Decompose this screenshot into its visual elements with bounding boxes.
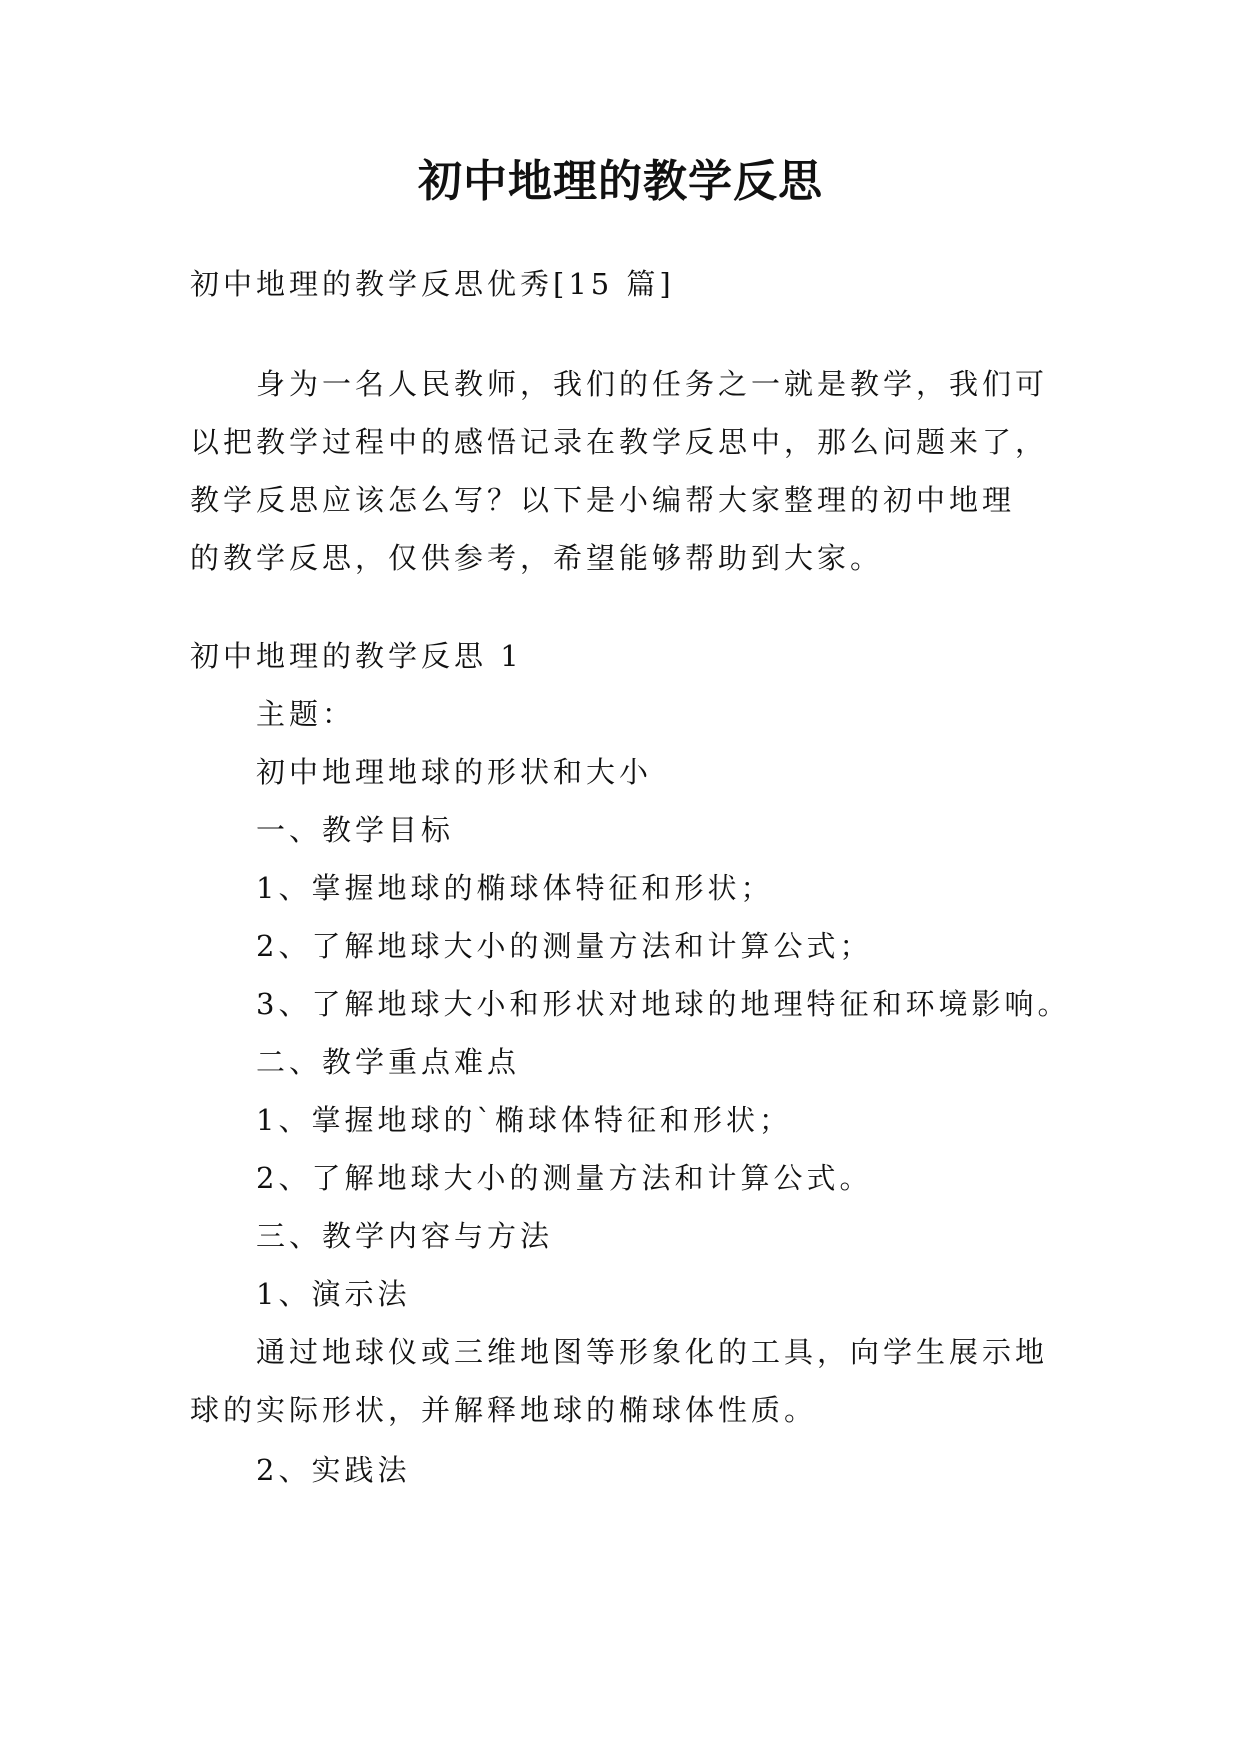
key-point-item-1: 1、掌握地球的`椭球体特征和形状； [256, 1103, 792, 1137]
section-heading: 初中地理的教学反思 1 [190, 639, 523, 673]
key-point-item-2: 2、了解地球大小的测量方法和计算公式。 [256, 1161, 873, 1195]
intro-line-3: 教学反思应该怎么写？以下是小编帮大家整理的初中地理 [190, 483, 1016, 517]
method-desc-line-2: 球的实际形状，并解释地球的椭球体性质。 [190, 1393, 818, 1427]
method-item-1: 1、演示法 [256, 1277, 411, 1311]
method-desc-line-1: 通过地球仪或三维地图等形象化的工具，向学生展示地 [256, 1335, 1049, 1369]
document-subtitle: 初中地理的教学反思优秀[15 篇] [190, 267, 675, 301]
method-item-2: 2、实践法 [256, 1453, 411, 1487]
methods-heading: 三、教学内容与方法 [256, 1219, 554, 1253]
objectives-heading: 一、教学目标 [256, 813, 455, 847]
objective-item-3: 3、了解地球大小和形状对地球的地理特征和环境影响。 [256, 987, 1071, 1021]
objective-item-1: 1、掌握地球的椭球体特征和形状； [256, 871, 774, 905]
key-points-heading: 二、教学重点难点 [256, 1045, 521, 1079]
intro-line-4: 的教学反思，仅供参考，希望能够帮助到大家。 [190, 541, 884, 575]
theme-text: 初中地理地球的形状和大小 [256, 755, 653, 789]
intro-line-1: 身为一名人民教师，我们的任务之一就是教学，我们可 [256, 367, 1049, 401]
theme-label: 主题： [256, 697, 356, 731]
objective-item-2: 2、了解地球大小的测量方法和计算公式； [256, 929, 873, 963]
document-title: 初中地理的教学反思 [418, 156, 823, 207]
intro-line-2: 以把教学过程中的感悟记录在教学反思中，那么问题来了， [190, 425, 1049, 459]
